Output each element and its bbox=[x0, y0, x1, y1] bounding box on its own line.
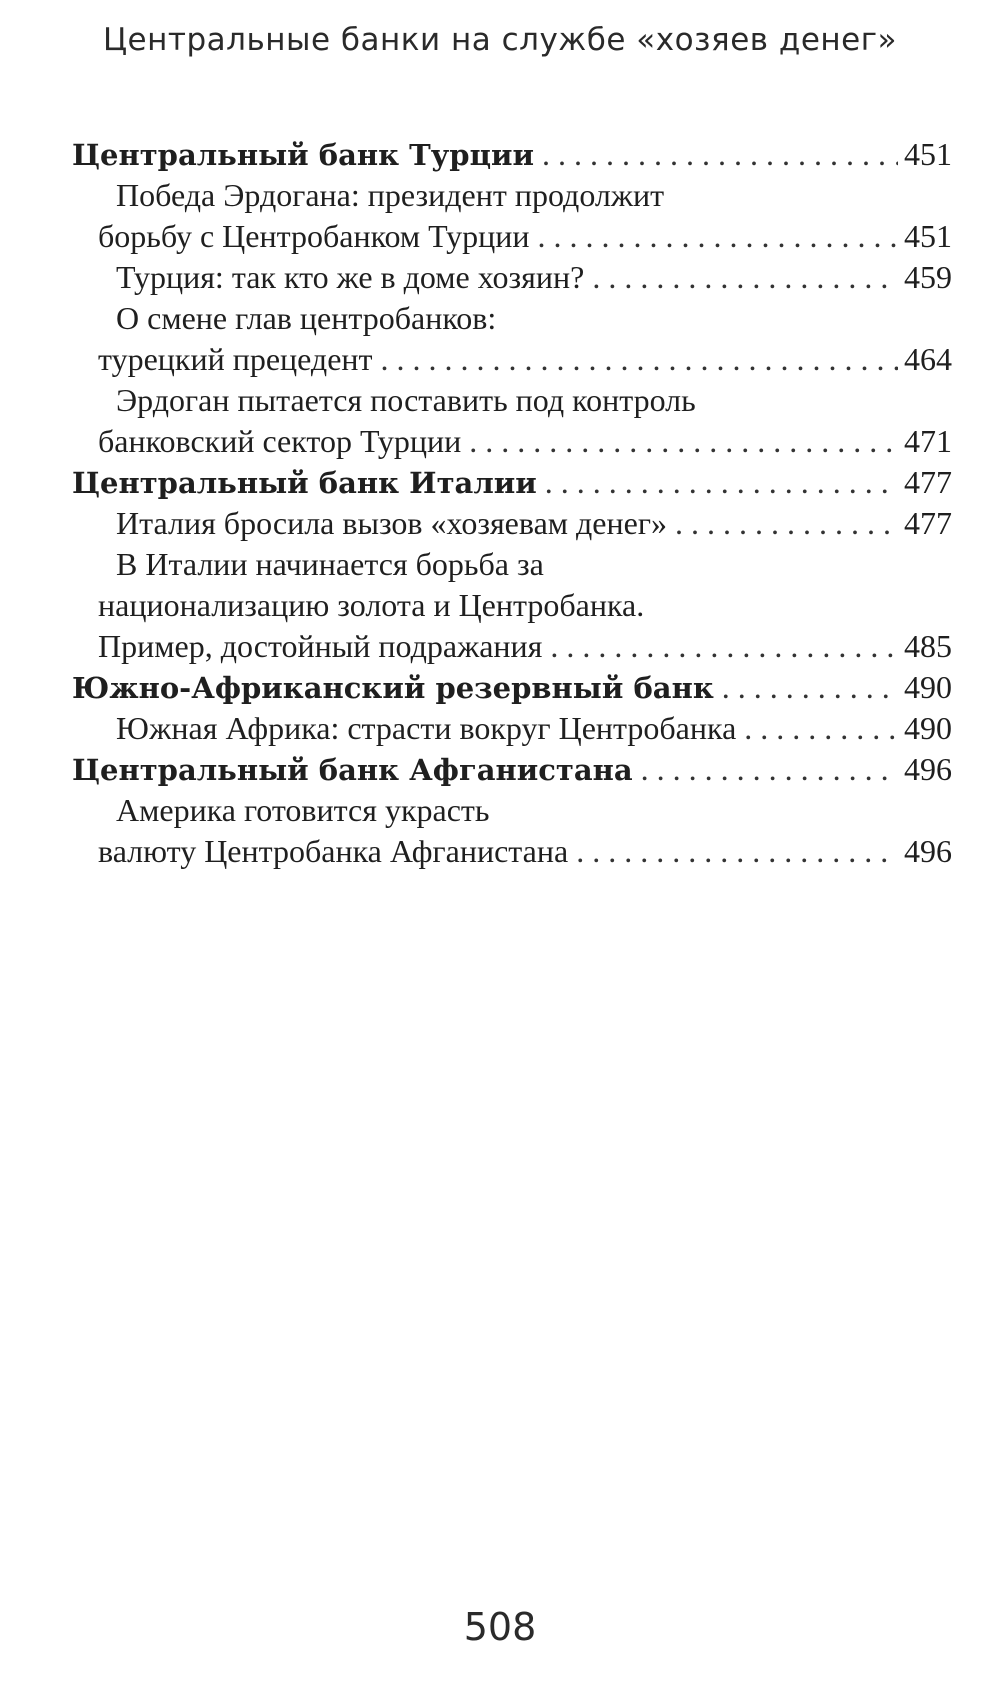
toc-entry-title: Америка готовится украсть bbox=[116, 792, 490, 828]
dot-leader bbox=[381, 339, 898, 380]
dot-leader bbox=[576, 831, 898, 872]
toc-entry-title: Эрдоган пытается поставить под контроль bbox=[116, 382, 696, 418]
toc-entry-title: Южная Африка: страсти вокруг Центробанка bbox=[116, 710, 737, 746]
dot-leader bbox=[469, 421, 898, 462]
toc-subsection[interactable] bbox=[72, 175, 952, 257]
toc-subsection[interactable] bbox=[72, 708, 952, 749]
toc-section[interactable] bbox=[72, 749, 952, 790]
toc-entry-title: Турция: так кто же в доме хозяин? bbox=[116, 259, 585, 295]
page-number: 508 bbox=[463, 1605, 537, 1649]
toc-page-number: 496 bbox=[904, 833, 952, 869]
toc-entry-title: турецкий прецедент bbox=[98, 341, 373, 377]
toc-entry-title: национализацию золота и Центробанка. bbox=[98, 587, 645, 623]
dot-leader bbox=[550, 626, 898, 667]
toc-section[interactable] bbox=[72, 134, 952, 175]
toc-subsection[interactable] bbox=[72, 503, 952, 544]
toc-entry-title: Центральный банк Афганистана bbox=[72, 753, 633, 787]
toc-subsection[interactable] bbox=[72, 790, 952, 872]
toc-page-number: 451 bbox=[904, 136, 952, 172]
toc-section[interactable] bbox=[72, 667, 952, 708]
dot-leader bbox=[592, 257, 898, 298]
toc-entry-title: валюту Центробанка Афганистана bbox=[98, 833, 569, 869]
toc-subsection[interactable] bbox=[72, 257, 952, 298]
toc-entry-title: О смене глав центробанков: bbox=[116, 300, 497, 336]
toc-entry-title: В Италии начинается борьба за bbox=[116, 546, 544, 582]
toc-entry-title: Центральный банк Турции bbox=[72, 138, 535, 172]
dot-leader bbox=[537, 216, 898, 257]
toc-page-number: 496 bbox=[904, 751, 952, 787]
dot-leader bbox=[675, 503, 898, 544]
toc-entry-title: борьбу с Центробанком Турции bbox=[98, 218, 530, 254]
toc-page-number: 451 bbox=[904, 218, 952, 254]
toc-entry-title: банковский сектор Турции bbox=[98, 423, 462, 459]
toc-entry-title: Центральный банк Италии bbox=[72, 466, 537, 500]
toc-subsection[interactable] bbox=[72, 380, 952, 462]
toc-entry-title: Пример, достойный подражания bbox=[98, 628, 543, 664]
running-header: Центральные банки на службе «хозяев денег» bbox=[102, 22, 897, 58]
toc-page-number: 490 bbox=[904, 669, 952, 705]
toc-page-number: 464 bbox=[904, 341, 952, 377]
dot-leader bbox=[744, 708, 898, 749]
toc-subsection[interactable] bbox=[72, 544, 952, 667]
dot-leader bbox=[722, 667, 898, 708]
toc-page-number: 471 bbox=[904, 423, 952, 459]
toc-entry-title: Южно-Африканский резервный банк bbox=[72, 671, 714, 705]
dot-leader bbox=[545, 462, 898, 503]
toc-page-number: 477 bbox=[904, 464, 952, 500]
table-of-contents bbox=[72, 134, 952, 872]
toc-entry-title: Италия бросила вызов «хозяевам денег» bbox=[116, 505, 667, 541]
toc-section[interactable] bbox=[72, 462, 952, 503]
toc-subsection[interactable] bbox=[72, 298, 952, 380]
dot-leader bbox=[641, 749, 898, 790]
dot-leader bbox=[542, 134, 898, 175]
toc-page-number: 490 bbox=[904, 710, 952, 746]
toc-entry-title: Победа Эрдогана: президент продолжит bbox=[116, 177, 665, 213]
toc-page-number: 477 bbox=[904, 505, 952, 541]
toc-page-number: 459 bbox=[904, 259, 952, 295]
toc-page-number: 485 bbox=[904, 628, 952, 664]
